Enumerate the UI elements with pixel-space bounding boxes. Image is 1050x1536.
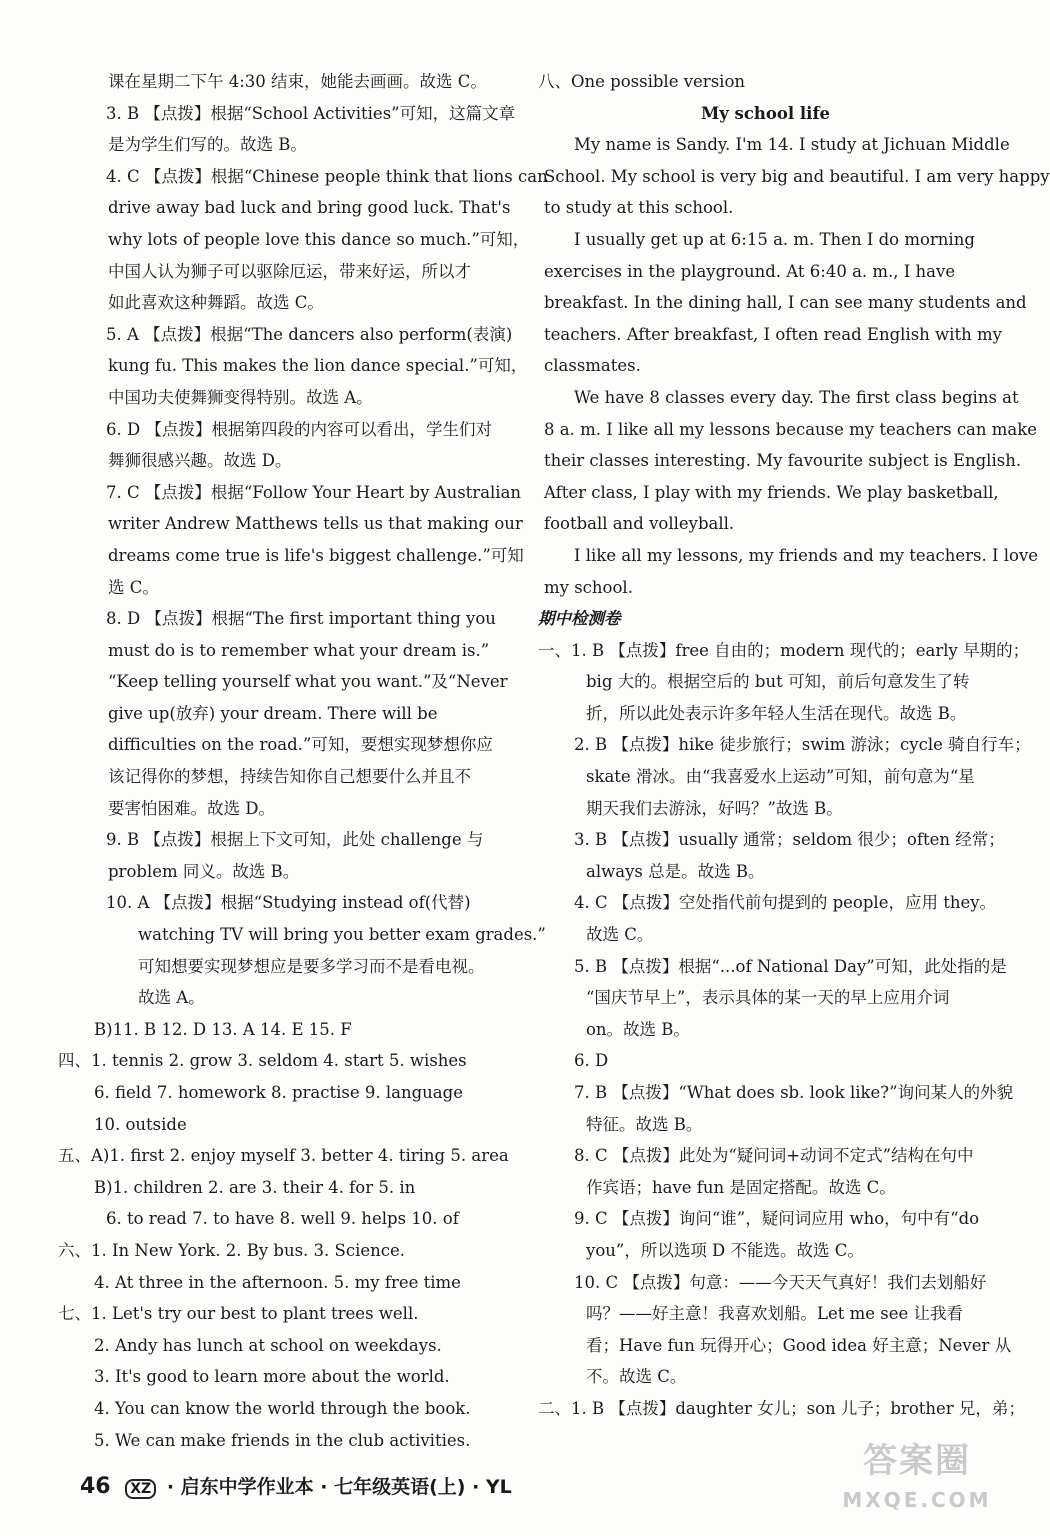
text-line: problem 同义。故选 B。 <box>108 861 300 881</box>
right-column <box>538 66 1050 1425</box>
text-line: 看；Have fun 玩得开心；Good idea 好主意；Never 从 <box>586 1335 1012 1355</box>
text-line: 8. D 【点拨】根据“The first important thing you <box>106 609 496 629</box>
text-line: 4. At three in the afternoon. 5. my free time <box>94 1272 461 1292</box>
text-line: 2. Andy has lunch at school on weekdays. <box>94 1335 442 1355</box>
text-line: 故选 C。 <box>586 925 654 945</box>
text-line: 舞狮很感兴趣。故选 D。 <box>108 451 292 471</box>
text-line: teachers. After breakfast, I often read English with my <box>544 324 1002 344</box>
text-line: 八、One possible version <box>538 72 745 91</box>
text-line: “Keep telling yourself what you want.”及“Never <box>108 672 508 692</box>
text-line: difficulties on the road.”可知，要想实现梦想你应 <box>108 735 493 755</box>
text-line: exercises in the playground. At 6:40 a. m., I have <box>544 261 956 281</box>
text-line: 六、1. In New York. 2. By bus. 3. Science. <box>58 1240 405 1260</box>
text-line: to study at this school. <box>544 198 734 218</box>
text-line: 7. C 【点拨】根据“Follow Your Heart by Australian <box>106 482 522 502</box>
watermark-domain: MXQE.COM <box>842 1488 992 1512</box>
book-title: · 启东中学作业本 · 七年级英语(上) · YL <box>166 1476 512 1498</box>
text-line: give up(放弃) your dream. There will be <box>108 703 438 723</box>
text-line: 二、1. B 【点拨】daughter 女儿；son 儿子；brother 兄，弟； <box>538 1398 1025 1418</box>
text-line: 中国人认为狮子可以驱除厄运，带来好运，所以才 <box>108 261 471 281</box>
series-badge: XZ <box>125 1479 156 1499</box>
text-line: We have 8 classes every day. The first class begins at <box>574 387 1019 407</box>
text-line: 故选 A。 <box>138 988 205 1008</box>
text-line: 6. field 7. homework 8. practise 9. language <box>94 1083 463 1102</box>
section-heading: 期中检测卷 <box>538 609 621 629</box>
text-line: 该记得你的梦想，持续告知你自己想要什么并且不 <box>108 767 471 787</box>
watermark-logo <box>832 1436 1002 1532</box>
text-line: School. My school is very big and beautiful. I am very happy <box>544 166 1050 186</box>
text-line: 8. C 【点拨】此处为“疑问词+动词不定式”结构在句中 <box>574 1146 974 1166</box>
text-line: I usually get up at 6:15 a. m. Then I do morning <box>574 229 975 249</box>
text-line: 五、A)1. first 2. enjoy myself 3. better 4. tiring 5. area <box>58 1146 509 1166</box>
text-line: 可知想要实现梦想应是要多学习而不是看电视。 <box>138 956 485 976</box>
text-line: “国庆节早上”，表示具体的某一天的早上应用介词 <box>586 988 950 1008</box>
text-line: 5. We can make friends in the club activities. <box>94 1430 471 1450</box>
text-line: I like all my lessons, my friends and my teachers. I love <box>574 545 1039 565</box>
text-line: 折，所以此处表示许多年轻人生活在现代。故选 B。 <box>586 703 967 723</box>
left-column <box>58 66 548 1456</box>
text-line: 是为学生们写的。故选 B。 <box>108 135 307 155</box>
text-line: 7. B 【点拨】“What does sb. look like?”询问某人的外貌 <box>574 1083 1014 1102</box>
page-number: 46 <box>80 1474 111 1499</box>
text-line: kung fu. This makes the lion dance special.”可知， <box>108 356 528 376</box>
text-line: 七、1. Let's try our best to plant trees well. <box>58 1304 419 1324</box>
text-line: 3. B 【点拨】usually 通常；seldom 很少；often 经常； <box>574 830 1005 850</box>
text-line: 一、1. B 【点拨】free 自由的；modern 现代的；early 早期的； <box>538 640 1030 660</box>
text-line: B)1. children 2. are 3. their 4. for 5. in <box>94 1177 416 1197</box>
text-line: you”，所以选项 D 不能选。故选 C。 <box>586 1240 864 1260</box>
text-line: 吗？——好主意！我喜欢划船。Let me see 让我看 <box>586 1304 963 1324</box>
text-line: 3. B 【点拨】根据“School Activities”可知，这篇文章 <box>106 103 516 123</box>
essay-title: My school life <box>700 103 831 123</box>
text-line: 9. C 【点拨】询问“谁”，疑问词应用 who，句中有“do <box>574 1209 980 1229</box>
text-line: writer Andrew Matthews tells us that making our <box>108 514 523 534</box>
text-line: 5. B 【点拨】根据“...of National Day”可知，此处指的是 <box>574 956 1007 976</box>
text-line: dreams come true is life's biggest challenge.”可知 <box>108 545 524 565</box>
text-line: 9. B 【点拨】根据上下文可知，此处 challenge 与 <box>106 830 484 850</box>
text-line: big 大的。根据空后的 but 可知，前后句意发生了转 <box>586 672 970 692</box>
text-line: 4. C 【点拨】空处指代前句提到的 people，应用 they。 <box>574 893 997 913</box>
text-line: 2. B 【点拨】hike 徒步旅行；swim 游泳；cycle 骑自行车； <box>574 735 1031 755</box>
text-line: 8 a. m. I like all my lessons because my teachers can make <box>544 419 1038 439</box>
text-line: skate 滑冰。由“我喜爱水上运动”可知，前句意为“星 <box>586 767 975 787</box>
text-line: 期天我们去游泳，好吗？”故选 B。 <box>586 798 843 818</box>
text-line: 作宾语；have fun 是固定搭配。故选 C。 <box>586 1177 896 1197</box>
text-line: 特征。故选 B。 <box>586 1114 703 1134</box>
text-line: must do is to remember what your dream is.” <box>108 640 490 660</box>
text-line: B)11. B 12. D 13. A 14. E 15. F <box>94 1019 352 1039</box>
text-line: football and volleyball. <box>544 514 735 534</box>
text-line: 5. A 【点拨】根据“The dancers also perform(表演) <box>106 324 513 344</box>
text-line: 6. to read 7. to have 8. well 9. helps 10. of <box>106 1209 459 1229</box>
text-line: 如此喜欢这种舞蹈。故选 C。 <box>108 293 324 313</box>
text-line: 四、1. tennis 2. grow 3. seldom 4. start 5. wishes <box>58 1051 467 1071</box>
text-line: 10. C 【点拨】句意：——今天天气真好！我们去划船好 <box>574 1272 987 1292</box>
text-line: 中国功夫使舞狮变得特别。故选 A。 <box>108 387 373 407</box>
text-line: 6. D 【点拨】根据第四段的内容可以看出，学生们对 <box>106 419 492 439</box>
text-line: 不。故选 C。 <box>586 1367 687 1387</box>
watermark-text: 答案圈 <box>863 1441 971 1481</box>
text-line: 6. D <box>574 1051 609 1071</box>
text-line: 课在星期二下午 4:30 结束，她能去画画。故选 C。 <box>108 72 487 91</box>
text-line: their classes interesting. My favourite subject is English. <box>544 451 1022 471</box>
text-line: breakfast. In the dining hall, I can see many students and <box>544 293 1027 313</box>
page-footer <box>80 1472 512 1499</box>
text-line: classmates. <box>544 356 641 376</box>
text-line: 10. A 【点拨】根据“Studying instead of(代替) <box>106 893 471 913</box>
text-line: 10. outside <box>94 1114 187 1134</box>
text-line: 要害怕困难。故选 D。 <box>108 798 275 818</box>
text-line: drive away bad luck and bring good luck. That's <box>108 198 511 218</box>
text-line: my school. <box>544 577 633 597</box>
text-line: 3. It's good to learn more about the world. <box>94 1367 450 1387</box>
text-line: on。故选 B。 <box>586 1019 690 1039</box>
text-line: watching TV will bring you better exam grades.” <box>138 925 546 945</box>
text-line: always 总是。故选 B。 <box>586 861 765 881</box>
text-line: 4. You can know the world through the book. <box>94 1398 471 1418</box>
text-line: 4. C 【点拨】根据“Chinese people think that lions can <box>106 166 548 186</box>
text-line: My name is Sandy. I'm 14. I study at Jichuan Middle <box>574 135 1010 155</box>
text-line: why lots of people love this dance so much.”可知， <box>108 229 530 249</box>
text-line: After class, I play with my friends. We play basketball, <box>544 482 999 502</box>
text-line: 选 C。 <box>108 577 159 597</box>
